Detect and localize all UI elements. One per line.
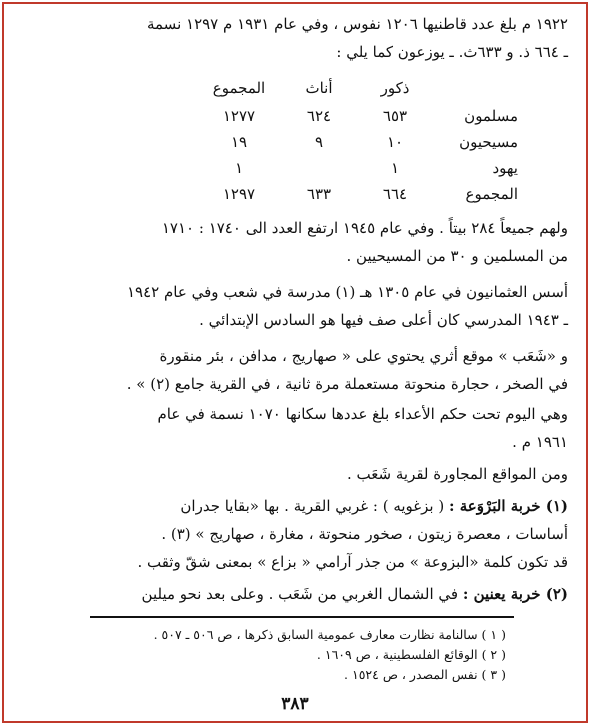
item1-line1-rest: ( بزغويه ) : غربي القرية . بها «بقايا جدران xyxy=(180,497,445,515)
paragraph5-line1: وهي اليوم تحت حكم الأعداء بلغ عددها سكانها ١٠٧٠ نسمة في عام xyxy=(157,405,568,423)
paragraph2-line2: من المسلمين و ٣٠ من المسيحيين . xyxy=(346,247,568,265)
item2-line1-rest: في الشمال الغربي من شَعَب . وعلى بعد نحو ميلين xyxy=(141,585,459,603)
footnote-3: ( ٣ ) نفس المصدر ، ص ١٥٢٤ . xyxy=(344,667,506,682)
item1-line1 xyxy=(180,496,568,516)
paragraph2-line1: ولهم جميعاً ٢٨٤ بيتاً . وفي عام ١٩٤٥ ارتفع العدد الى ١٧٤٠ : ١٧١٠ xyxy=(161,219,568,237)
footnote-divider xyxy=(90,616,514,618)
item1-title: (١) خربة البَرْوَعة : xyxy=(448,497,568,515)
row-females: ٦٢٤ xyxy=(306,107,332,125)
row-males: ١٠ xyxy=(386,133,404,151)
row-total: ١ xyxy=(234,159,244,177)
paragraph4-line2: في الصخر ، حجارة منحوتة مستعملة مرة ثانية ، في القرية جامع (٢) » . xyxy=(126,375,568,393)
paragraph3-line1: أسس العثمانيون في عام ١٣٠٥ هـ (١) مدرسة في شعب وفي عام ١٩٤٢ xyxy=(126,283,568,301)
row-males: ٦٥٣ xyxy=(382,107,408,125)
item1-line3: قد تكون كلمة «البزوعة » من جذر آرامي « بزاع » بمعنى شقّ وثقب . xyxy=(137,553,568,571)
footnote-2: ( ٢ ) الوقائع الفلسطينية ، ص ١٦٠٩ . xyxy=(316,647,506,662)
row-total: ١٩ xyxy=(230,133,248,151)
row-label: مسلمون xyxy=(464,107,518,125)
paragraph1-line1: ١٩٢٢ م بلغ عدد قاطنيها ١٢٠٦ نفوس ، وفي عام ١٩٣١ م ١٢٩٧ نسمة xyxy=(146,15,568,33)
population-table xyxy=(4,78,590,208)
page-number: ٣٨٣ xyxy=(281,694,309,714)
row-total: ١٢٧٧ xyxy=(222,107,256,125)
paragraph4-line1: و «شَعَب » موقع أثري يحتوي على « صهاريج ، مدافن ، بئر منقورة xyxy=(159,347,568,365)
paragraph1-line2: ـ ٦٦٤ ذ. و ٦٣٣ث. ـ يوزعون كما يلي : xyxy=(336,43,568,61)
header-females: أناث xyxy=(305,79,333,97)
paragraph5-line2: ١٩٦١ م . xyxy=(512,433,568,451)
row-label: يهود xyxy=(492,159,518,177)
book-page xyxy=(2,2,588,723)
row-label: المجموع xyxy=(465,185,518,203)
header-males: ذكور xyxy=(380,79,410,97)
row-females: ٩ xyxy=(314,133,324,151)
row-label: مسيحيون xyxy=(459,133,518,151)
row-males: ٦٦٤ xyxy=(382,185,408,203)
item1-line2: أساسات ، معصرة زيتون ، صخور منحوتة ، مغارة ، صهاريج » (٣) . xyxy=(161,525,568,543)
item2-line1 xyxy=(142,584,568,604)
paragraph3-line2: ـ ١٩٤٣ المدرسي كان أعلى صف فيها هو السادس الإبتدائي . xyxy=(199,311,568,329)
header-total: المجموع xyxy=(212,79,266,97)
item2-title: (٢) خربة يعنين : xyxy=(462,585,568,603)
row-females: ٦٣٣ xyxy=(306,185,332,203)
row-males: ١ xyxy=(390,159,400,177)
paragraph6-line1: ومن المواقع المجاورة لقرية شَعَب . xyxy=(347,465,568,483)
row-total: ١٢٩٧ xyxy=(222,185,256,203)
footnote-1: ( ١ ) سالنامة نظارت معارف عمومية السابق ذكرها ، ص ٥٠٦ ـ ٥٠٧ . xyxy=(153,627,506,642)
